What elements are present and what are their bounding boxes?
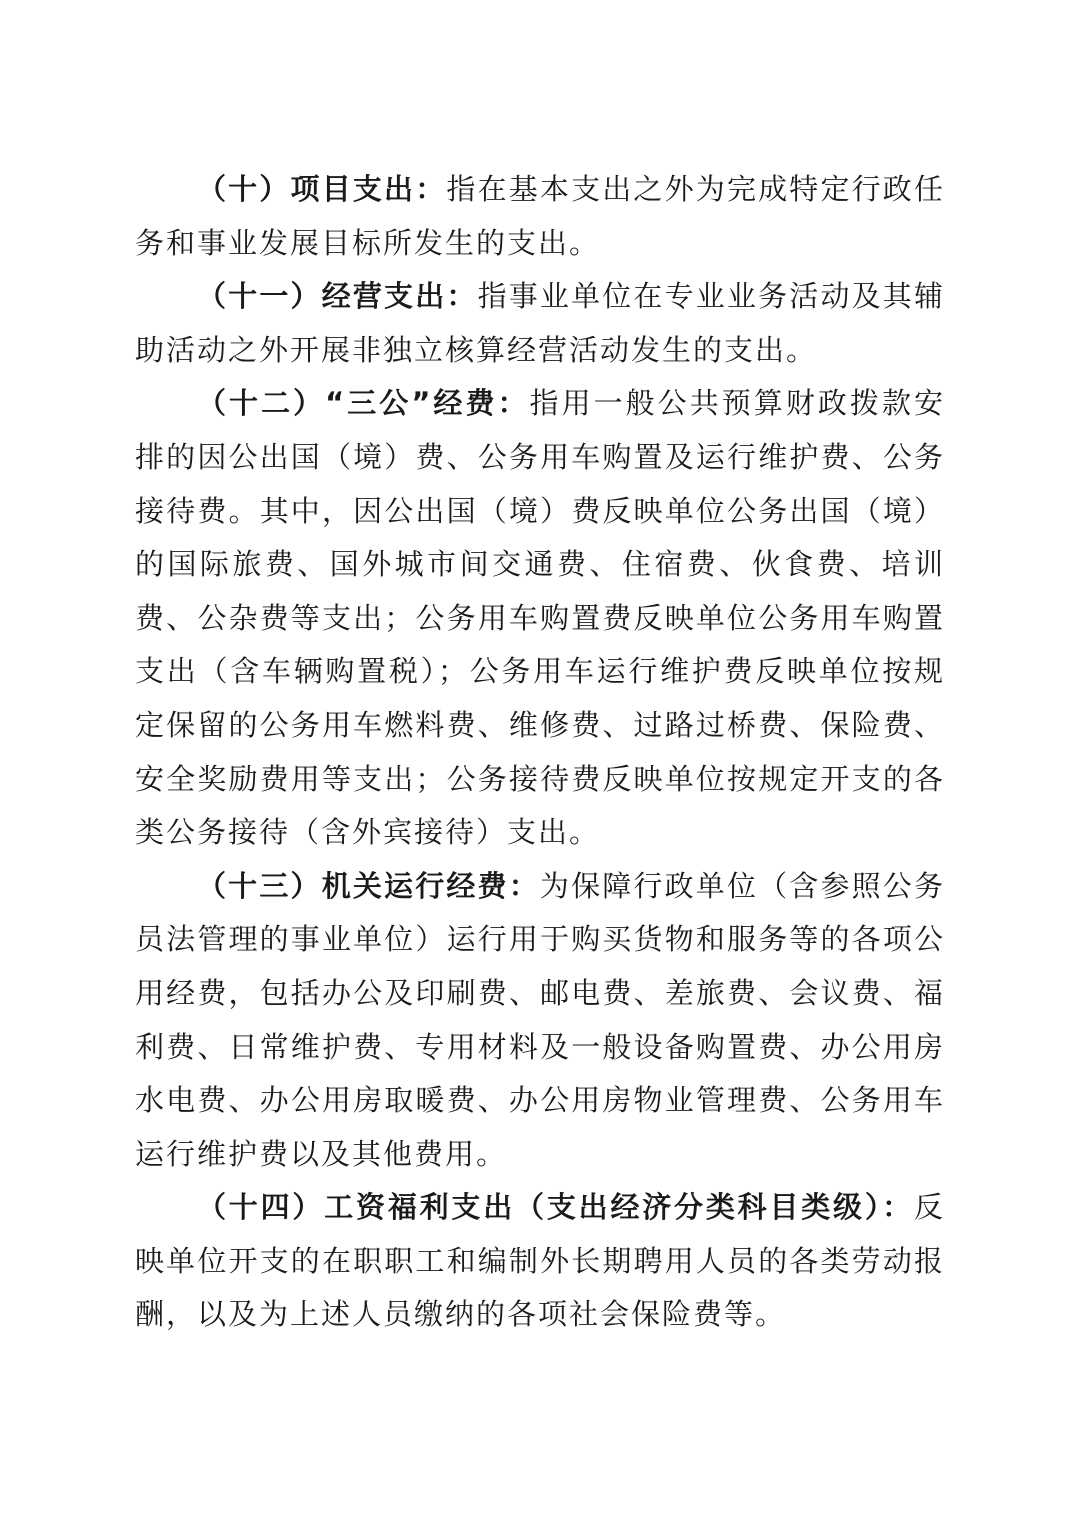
paragraph-body: 为保障行政单位（含参照公务员法管理的事业单位）运行用于购买货物和服务等的各项公用经费，包括办公及印刷费、邮电费、差旅费、会议费、福利费、日常维护费、专用材料及一般设备购置费、办公用房水电费、办公用房取暖费、办公用房物业管理费、公务用车运行维护费以及其他费用。 <box>135 868 945 1171</box>
paragraph-heading: （十四）工资福利支出（支出经济分类科目类级）： <box>197 1190 914 1225</box>
paragraph-heading: （十）项目支出： <box>197 172 447 206</box>
paragraph-body: 指事业单位在专业业务活动及其辅助活动之外开展非独立核算经营活动发生的支出。 <box>135 279 945 367</box>
paragraph-body: 指在基本支出之外为完成特定行政任务和事业发展目标所发生的支出。 <box>135 172 945 260</box>
paragraph-body: 指用一般公共预算财政拨款安排的因公出国（境）费、公务用车购置及运行维护费、公务接待费。其中，因公出国（境）费反映单位公务出国（境）的国际旅费、国外城市间交通费、住宿费、伙食费、培训费、公杂费等支出；公务用车购置费反映单位公务用车购置支出（含车辆购置税）；公务用车运行维护费反映单位按规定保留的公务用车燃料费、维修费、过路过桥费、保险费、安全奖励费用等支出；公务接待费反映单位按规定开支的各类公务接待（含外宾接待）支出。 <box>135 386 945 850</box>
paragraph-heading: （十三）机关运行经费： <box>197 868 540 903</box>
paragraph-body: 反映单位开支的在职职工和编制外长期聘用人员的各类劳动报酬，以及为上述人员缴纳的各项社会保险费等。 <box>135 1190 945 1332</box>
paragraph-office-operating-expenses <box>135 860 945 1182</box>
paragraph-heading: （十二）“三公”经费： <box>197 386 530 421</box>
paragraph-project-expenditure <box>135 163 945 270</box>
paragraph-operating-expenditure <box>135 270 945 377</box>
paragraph-wage-welfare-expenditure <box>135 1181 945 1342</box>
document-page <box>135 163 945 1342</box>
paragraph-heading: （十一）经营支出： <box>197 279 478 314</box>
paragraph-three-public-expenses <box>135 377 945 859</box>
